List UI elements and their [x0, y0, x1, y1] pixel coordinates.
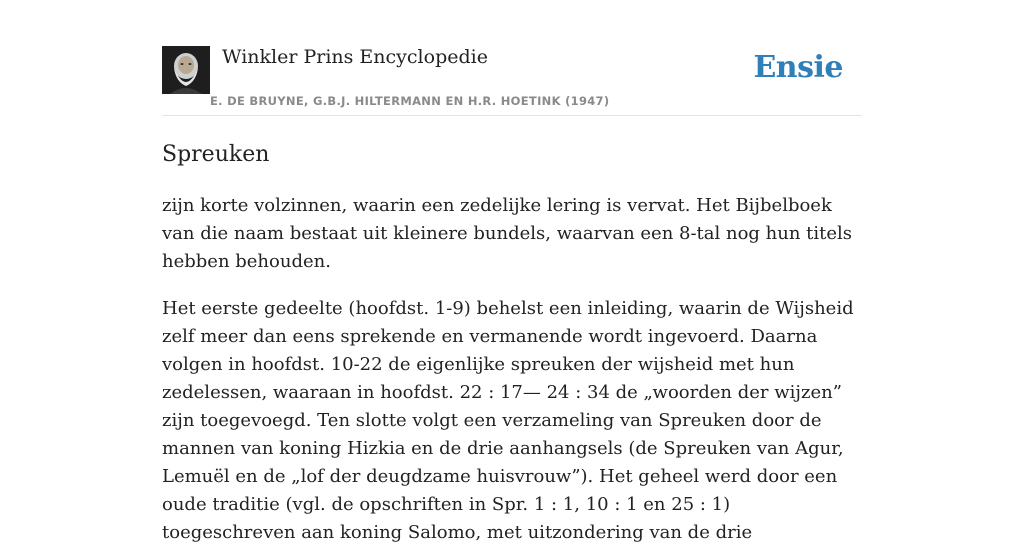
article-paragraph-2: Het eerste gedeelte (hoofdst. 1-9) behelst een inleiding, waarin de Wijsheid zelf meer dan eens sprekende en vermanende wordt ingevoerd. Daarna volgen in hoofdst. 10-22 de eigenlijke spreuken der wijsheid met hun zedelessen, waaraan in hoofdst. 22 : 17— 24 : 34 de „woorden der wijzen” zijn toegevoegd. Ten slotte volgt een verzameling van Spreuken door de mannen van koning Hizkia en de drie aanhangsels (de Spreuken van Agur, Lemuël en de „lof der deugdzame huisvrouw”). Het geheel werd door een oude traditie (vgl. de opschriften in Spr. 1 : 1, 10 : 1 en 25 : 1) toegeschreven aan koning Salomo, met uitzondering van de drie [162, 298, 854, 543]
author-avatar[interactable] [162, 46, 210, 94]
authors-credit: E. DE BRUYNE, G.B.J. HILTERMANN EN H.R. HOETINK (1947) [210, 94, 610, 108]
page [162, 0, 862, 547]
portrait-icon [162, 46, 210, 94]
article-paragraph-1: zijn korte volzinnen, waarin een zedelijke lering is vervat. Het Bijbelboek van die naam bestaat uit kleinere bundels, waarvan een 8-tal nog hun titels hebben behouden. [162, 195, 853, 272]
site-title[interactable]: Winkler Prins Encyclopedie [222, 46, 488, 68]
brand-logo-link[interactable]: Ensie [753, 50, 843, 85]
header [162, 0, 862, 116]
article-title: Spreuken [162, 142, 270, 167]
